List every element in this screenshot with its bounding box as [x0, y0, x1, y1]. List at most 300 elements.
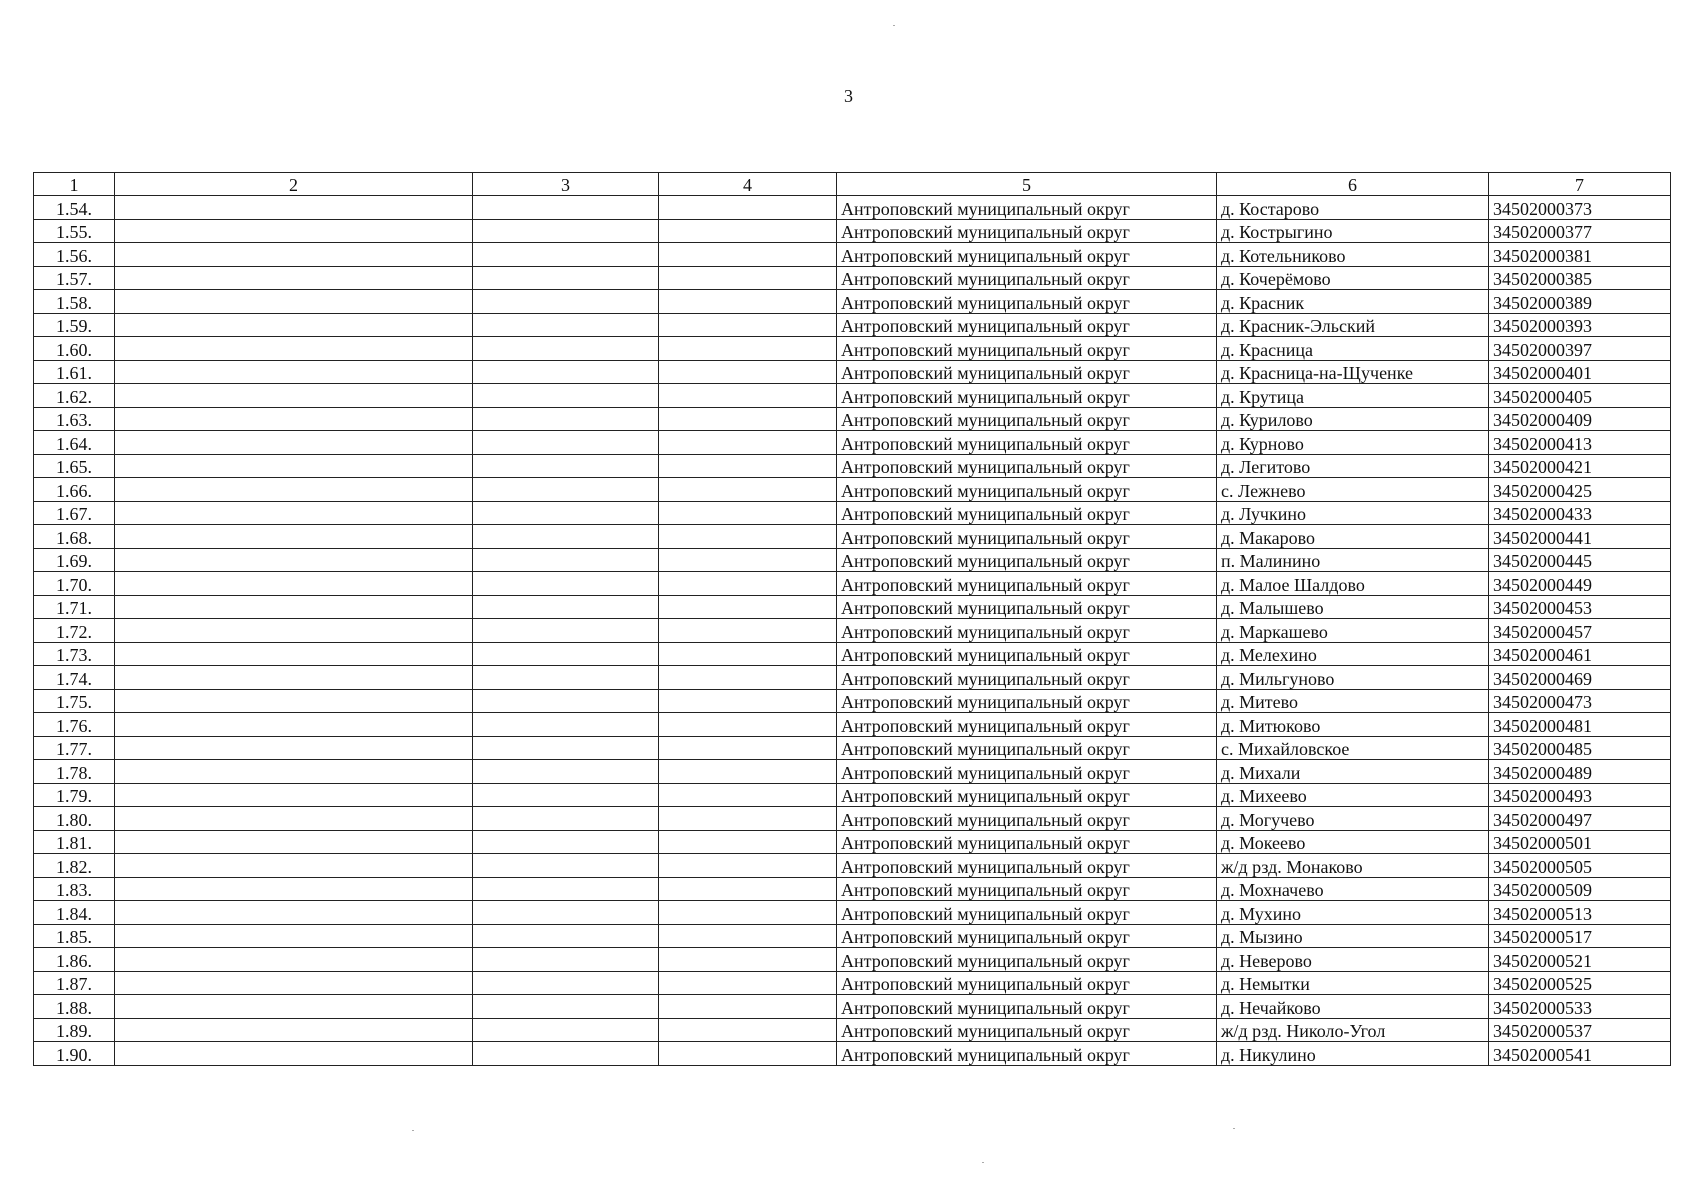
column-header: 4 [659, 173, 837, 196]
cell-col-3 [473, 313, 659, 337]
cell-col-3 [473, 266, 659, 290]
column-header: 7 [1489, 173, 1671, 196]
scan-speck [982, 1162, 984, 1163]
cell-col-3 [473, 595, 659, 619]
cell-col-4 [659, 642, 837, 666]
settlement-cell: д. Митюково [1217, 713, 1489, 737]
cell-col-2 [115, 736, 473, 760]
row-number: 1.66. [34, 478, 115, 502]
settlement-cell: д. Малое Шалдово [1217, 572, 1489, 596]
municipal-district-cell: Антроповский муниципальный округ [837, 971, 1217, 995]
cell-col-2 [115, 360, 473, 384]
oktmo-code-cell: 34502000521 [1489, 948, 1671, 972]
municipal-district-cell: Антроповский муниципальный округ [837, 525, 1217, 549]
row-number: 1.69. [34, 548, 115, 572]
cell-col-2 [115, 971, 473, 995]
settlement-cell: д. Мелехино [1217, 642, 1489, 666]
cell-col-2 [115, 830, 473, 854]
header-row [34, 173, 1671, 196]
cell-col-4 [659, 924, 837, 948]
cell-col-4 [659, 736, 837, 760]
table-row [34, 360, 1671, 384]
municipal-district-cell: Антроповский муниципальный округ [837, 877, 1217, 901]
oktmo-code-cell: 34502000541 [1489, 1042, 1671, 1066]
municipal-district-cell: Антроповский муниципальный округ [837, 595, 1217, 619]
table-row [34, 595, 1671, 619]
table-row [34, 219, 1671, 243]
cell-col-2 [115, 877, 473, 901]
cell-col-4 [659, 501, 837, 525]
cell-col-2 [115, 854, 473, 878]
page-number: 3 [844, 86, 853, 106]
cell-col-2 [115, 572, 473, 596]
row-number: 1.79. [34, 783, 115, 807]
table-row [34, 525, 1671, 549]
cell-col-2 [115, 266, 473, 290]
settlement-cell: д. Мухино [1217, 901, 1489, 925]
table-row [34, 689, 1671, 713]
cell-col-4 [659, 572, 837, 596]
column-header: 2 [115, 173, 473, 196]
cell-col-3 [473, 877, 659, 901]
cell-col-3 [473, 384, 659, 408]
cell-col-2 [115, 595, 473, 619]
cell-col-3 [473, 243, 659, 267]
municipal-district-cell: Антроповский муниципальный округ [837, 642, 1217, 666]
settlement-cell: д. Красница-на-Щученке [1217, 360, 1489, 384]
cell-col-4 [659, 243, 837, 267]
cell-col-4 [659, 995, 837, 1019]
cell-col-3 [473, 290, 659, 314]
municipal-district-cell: Антроповский муниципальный округ [837, 666, 1217, 690]
table-body [34, 196, 1671, 1066]
cell-col-4 [659, 830, 837, 854]
oktmo-code-cell: 34502000517 [1489, 924, 1671, 948]
settlement-cell: д. Немытки [1217, 971, 1489, 995]
row-number: 1.54. [34, 196, 115, 220]
municipal-district-cell: Антроповский муниципальный округ [837, 196, 1217, 220]
cell-col-4 [659, 290, 837, 314]
settlement-cell: д. Маркашево [1217, 619, 1489, 643]
municipal-district-cell: Антроповский муниципальный округ [837, 501, 1217, 525]
registry-table [33, 172, 1671, 1066]
settlement-cell: д. Мокеево [1217, 830, 1489, 854]
cell-col-4 [659, 948, 837, 972]
oktmo-code-cell: 34502000501 [1489, 830, 1671, 854]
table-row [34, 407, 1671, 431]
row-number: 1.75. [34, 689, 115, 713]
cell-col-3 [473, 713, 659, 737]
row-number: 1.85. [34, 924, 115, 948]
oktmo-code-cell: 34502000373 [1489, 196, 1671, 220]
cell-col-4 [659, 548, 837, 572]
table-row [34, 642, 1671, 666]
cell-col-2 [115, 642, 473, 666]
cell-col-2 [115, 337, 473, 361]
cell-col-2 [115, 478, 473, 502]
row-number: 1.84. [34, 901, 115, 925]
scan-speck [1233, 1128, 1235, 1129]
cell-col-4 [659, 854, 837, 878]
settlement-cell: д. Мильгуново [1217, 666, 1489, 690]
municipal-district-cell: Антроповский муниципальный округ [837, 1042, 1217, 1066]
cell-col-3 [473, 1042, 659, 1066]
row-number: 1.59. [34, 313, 115, 337]
row-number: 1.83. [34, 877, 115, 901]
cell-col-3 [473, 1018, 659, 1042]
cell-col-2 [115, 196, 473, 220]
table-row [34, 572, 1671, 596]
cell-col-4 [659, 313, 837, 337]
oktmo-code-cell: 34502000425 [1489, 478, 1671, 502]
cell-col-4 [659, 760, 837, 784]
settlement-cell: ж/д рзд. Николо-Угол [1217, 1018, 1489, 1042]
municipal-district-cell: Антроповский муниципальный округ [837, 689, 1217, 713]
municipal-district-cell: Антроповский муниципальный округ [837, 431, 1217, 455]
oktmo-code-cell: 34502000461 [1489, 642, 1671, 666]
cell-col-3 [473, 525, 659, 549]
municipal-district-cell: Антроповский муниципальный округ [837, 548, 1217, 572]
row-number: 1.56. [34, 243, 115, 267]
table-row [34, 313, 1671, 337]
cell-col-3 [473, 548, 659, 572]
oktmo-code-cell: 34502000409 [1489, 407, 1671, 431]
oktmo-code-cell: 34502000473 [1489, 689, 1671, 713]
row-number: 1.71. [34, 595, 115, 619]
cell-col-2 [115, 219, 473, 243]
row-number: 1.73. [34, 642, 115, 666]
cell-col-2 [115, 501, 473, 525]
oktmo-code-cell: 34502000413 [1489, 431, 1671, 455]
settlement-cell: д. Кочерёмово [1217, 266, 1489, 290]
cell-col-4 [659, 901, 837, 925]
row-number: 1.62. [34, 384, 115, 408]
row-number: 1.77. [34, 736, 115, 760]
oktmo-code-cell: 34502000445 [1489, 548, 1671, 572]
cell-col-2 [115, 313, 473, 337]
cell-col-4 [659, 360, 837, 384]
cell-col-2 [115, 431, 473, 455]
cell-col-4 [659, 525, 837, 549]
table-row [34, 1018, 1671, 1042]
settlement-cell: д. Михеево [1217, 783, 1489, 807]
row-number: 1.90. [34, 1042, 115, 1066]
table-row [34, 807, 1671, 831]
cell-col-2 [115, 290, 473, 314]
oktmo-code-cell: 34502000497 [1489, 807, 1671, 831]
municipal-district-cell: Антроповский муниципальный округ [837, 454, 1217, 478]
oktmo-code-cell: 34502000389 [1489, 290, 1671, 314]
oktmo-code-cell: 34502000381 [1489, 243, 1671, 267]
municipal-district-cell: Антроповский муниципальный округ [837, 337, 1217, 361]
settlement-cell: д. Кострыгино [1217, 219, 1489, 243]
cell-col-2 [115, 548, 473, 572]
municipal-district-cell: Антроповский муниципальный округ [837, 760, 1217, 784]
oktmo-code-cell: 34502000469 [1489, 666, 1671, 690]
table-row [34, 337, 1671, 361]
municipal-district-cell: Антроповский муниципальный округ [837, 407, 1217, 431]
settlement-cell: ж/д рзд. Монаково [1217, 854, 1489, 878]
row-number: 1.86. [34, 948, 115, 972]
cell-col-3 [473, 360, 659, 384]
oktmo-code-cell: 34502000505 [1489, 854, 1671, 878]
settlement-cell: д. Никулино [1217, 1042, 1489, 1066]
cell-col-3 [473, 948, 659, 972]
table-row [34, 830, 1671, 854]
cell-col-2 [115, 1042, 473, 1066]
cell-col-3 [473, 760, 659, 784]
cell-col-3 [473, 219, 659, 243]
municipal-district-cell: Антроповский муниципальный округ [837, 572, 1217, 596]
municipal-district-cell: Антроповский муниципальный округ [837, 713, 1217, 737]
table-row [34, 1042, 1671, 1066]
settlement-cell: д. Малышево [1217, 595, 1489, 619]
cell-col-2 [115, 1018, 473, 1042]
cell-col-4 [659, 619, 837, 643]
table-row [34, 501, 1671, 525]
oktmo-code-cell: 34502000513 [1489, 901, 1671, 925]
oktmo-code-cell: 34502000453 [1489, 595, 1671, 619]
municipal-district-cell: Антроповский муниципальный округ [837, 901, 1217, 925]
municipal-district-cell: Антроповский муниципальный округ [837, 948, 1217, 972]
cell-col-3 [473, 689, 659, 713]
cell-col-4 [659, 384, 837, 408]
oktmo-code-cell: 34502000441 [1489, 525, 1671, 549]
row-number: 1.67. [34, 501, 115, 525]
settlement-cell: с. Михайловское [1217, 736, 1489, 760]
table-row [34, 266, 1671, 290]
cell-col-4 [659, 689, 837, 713]
settlement-cell: д. Легитово [1217, 454, 1489, 478]
cell-col-2 [115, 243, 473, 267]
oktmo-code-cell: 34502000533 [1489, 995, 1671, 1019]
cell-col-2 [115, 384, 473, 408]
municipal-district-cell: Антроповский муниципальный округ [837, 619, 1217, 643]
cell-col-3 [473, 431, 659, 455]
oktmo-code-cell: 34502000537 [1489, 1018, 1671, 1042]
settlement-cell: д. Макарово [1217, 525, 1489, 549]
cell-col-3 [473, 783, 659, 807]
cell-col-4 [659, 595, 837, 619]
row-number: 1.68. [34, 525, 115, 549]
cell-col-2 [115, 619, 473, 643]
table-row [34, 196, 1671, 220]
table-row [34, 478, 1671, 502]
cell-col-4 [659, 407, 837, 431]
table-row [34, 901, 1671, 925]
settlement-cell: д. Неверово [1217, 948, 1489, 972]
cell-col-3 [473, 971, 659, 995]
cell-col-3 [473, 454, 659, 478]
oktmo-code-cell: 34502000393 [1489, 313, 1671, 337]
row-number: 1.63. [34, 407, 115, 431]
cell-col-4 [659, 713, 837, 737]
table-row [34, 713, 1671, 737]
row-number: 1.81. [34, 830, 115, 854]
settlement-cell: д. Михали [1217, 760, 1489, 784]
cell-col-2 [115, 666, 473, 690]
cell-col-3 [473, 901, 659, 925]
cell-col-3 [473, 619, 659, 643]
cell-col-2 [115, 689, 473, 713]
cell-col-4 [659, 337, 837, 361]
municipal-district-cell: Антроповский муниципальный округ [837, 854, 1217, 878]
oktmo-code-cell: 34502000449 [1489, 572, 1671, 596]
oktmo-code-cell: 34502000493 [1489, 783, 1671, 807]
table-row [34, 431, 1671, 455]
cell-col-3 [473, 807, 659, 831]
table-row [34, 971, 1671, 995]
cell-col-2 [115, 901, 473, 925]
cell-col-2 [115, 948, 473, 972]
municipal-district-cell: Антроповский муниципальный округ [837, 1018, 1217, 1042]
row-number: 1.57. [34, 266, 115, 290]
cell-col-4 [659, 783, 837, 807]
table-row [34, 948, 1671, 972]
row-number: 1.89. [34, 1018, 115, 1042]
column-header: 3 [473, 173, 659, 196]
cell-col-3 [473, 854, 659, 878]
scan-speck [893, 25, 895, 26]
municipal-district-cell: Антроповский муниципальный округ [837, 360, 1217, 384]
settlement-cell: д. Лучкино [1217, 501, 1489, 525]
settlement-cell: п. Малинино [1217, 548, 1489, 572]
cell-col-2 [115, 713, 473, 737]
row-number: 1.82. [34, 854, 115, 878]
cell-col-4 [659, 454, 837, 478]
settlement-cell: д. Красница [1217, 337, 1489, 361]
municipal-district-cell: Антроповский муниципальный округ [837, 924, 1217, 948]
column-header: 6 [1217, 173, 1489, 196]
oktmo-code-cell: 34502000421 [1489, 454, 1671, 478]
oktmo-code-cell: 34502000401 [1489, 360, 1671, 384]
column-header: 1 [34, 173, 115, 196]
municipal-district-cell: Антроповский муниципальный округ [837, 266, 1217, 290]
cell-col-4 [659, 877, 837, 901]
row-number: 1.88. [34, 995, 115, 1019]
municipal-district-cell: Антроповский муниципальный округ [837, 313, 1217, 337]
cell-col-3 [473, 995, 659, 1019]
cell-col-4 [659, 266, 837, 290]
column-header: 5 [837, 173, 1217, 196]
cell-col-2 [115, 807, 473, 831]
table-row [34, 454, 1671, 478]
cell-col-3 [473, 924, 659, 948]
table-row [34, 783, 1671, 807]
settlement-cell: д. Курново [1217, 431, 1489, 455]
cell-col-3 [473, 572, 659, 596]
municipal-district-cell: Антроповский муниципальный округ [837, 478, 1217, 502]
cell-col-3 [473, 642, 659, 666]
table-row [34, 877, 1671, 901]
cell-col-4 [659, 431, 837, 455]
settlement-cell: д. Мызино [1217, 924, 1489, 948]
settlement-cell: д. Котельниково [1217, 243, 1489, 267]
oktmo-code-cell: 34502000385 [1489, 266, 1671, 290]
oktmo-code-cell: 34502000489 [1489, 760, 1671, 784]
table-row [34, 290, 1671, 314]
settlement-cell: д. Красник-Эльский [1217, 313, 1489, 337]
cell-col-3 [473, 407, 659, 431]
settlement-cell: д. Мохначево [1217, 877, 1489, 901]
oktmo-code-cell: 34502000509 [1489, 877, 1671, 901]
row-number: 1.65. [34, 454, 115, 478]
table-row [34, 760, 1671, 784]
municipal-district-cell: Антроповский муниципальный округ [837, 290, 1217, 314]
row-number: 1.76. [34, 713, 115, 737]
municipal-district-cell: Антроповский муниципальный округ [837, 384, 1217, 408]
municipal-district-cell: Антроповский муниципальный округ [837, 830, 1217, 854]
cell-col-2 [115, 454, 473, 478]
cell-col-3 [473, 337, 659, 361]
table-row [34, 854, 1671, 878]
cell-col-3 [473, 196, 659, 220]
table-row [34, 243, 1671, 267]
row-number: 1.80. [34, 807, 115, 831]
cell-col-4 [659, 196, 837, 220]
table-row [34, 619, 1671, 643]
cell-col-4 [659, 666, 837, 690]
oktmo-code-cell: 34502000433 [1489, 501, 1671, 525]
cell-col-4 [659, 1042, 837, 1066]
row-number: 1.72. [34, 619, 115, 643]
oktmo-code-cell: 34502000397 [1489, 337, 1671, 361]
row-number: 1.60. [34, 337, 115, 361]
cell-col-2 [115, 783, 473, 807]
cell-col-3 [473, 830, 659, 854]
row-number: 1.70. [34, 572, 115, 596]
cell-col-2 [115, 924, 473, 948]
scan-speck [412, 1130, 414, 1131]
oktmo-code-cell: 34502000481 [1489, 713, 1671, 737]
settlement-cell: д. Красник [1217, 290, 1489, 314]
cell-col-4 [659, 807, 837, 831]
oktmo-code-cell: 34502000457 [1489, 619, 1671, 643]
cell-col-4 [659, 971, 837, 995]
table-row [34, 548, 1671, 572]
table-row [34, 666, 1671, 690]
settlement-cell: д. Могучево [1217, 807, 1489, 831]
row-number: 1.58. [34, 290, 115, 314]
municipal-district-cell: Антроповский муниципальный округ [837, 807, 1217, 831]
municipal-district-cell: Антроповский муниципальный округ [837, 736, 1217, 760]
row-number: 1.61. [34, 360, 115, 384]
settlement-cell: д. Крутица [1217, 384, 1489, 408]
settlement-cell: д. Митево [1217, 689, 1489, 713]
municipal-district-cell: Антроповский муниципальный округ [837, 995, 1217, 1019]
settlement-cell: д. Курилово [1217, 407, 1489, 431]
oktmo-code-cell: 34502000525 [1489, 971, 1671, 995]
cell-col-3 [473, 501, 659, 525]
cell-col-2 [115, 525, 473, 549]
municipal-district-cell: Антроповский муниципальный округ [837, 243, 1217, 267]
settlement-cell: с. Лежнево [1217, 478, 1489, 502]
municipal-district-cell: Антроповский муниципальный округ [837, 783, 1217, 807]
cell-col-4 [659, 1018, 837, 1042]
table-row [34, 995, 1671, 1019]
row-number: 1.78. [34, 760, 115, 784]
cell-col-3 [473, 478, 659, 502]
oktmo-code-cell: 34502000485 [1489, 736, 1671, 760]
table-row [34, 384, 1671, 408]
cell-col-2 [115, 995, 473, 1019]
settlement-cell: д. Нечайково [1217, 995, 1489, 1019]
cell-col-4 [659, 219, 837, 243]
cell-col-3 [473, 666, 659, 690]
row-number: 1.87. [34, 971, 115, 995]
cell-col-2 [115, 407, 473, 431]
row-number: 1.55. [34, 219, 115, 243]
